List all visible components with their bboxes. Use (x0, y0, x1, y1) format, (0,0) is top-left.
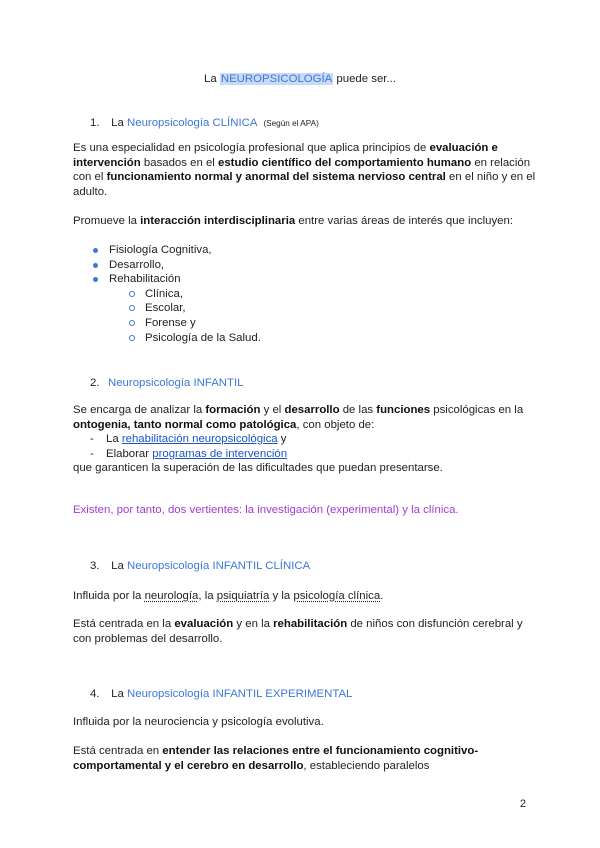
section-2-number: 2. (90, 377, 100, 389)
text-run: Elaborar (106, 447, 153, 460)
text-run: en el niño y en el adulto. (73, 171, 536, 198)
dash-item (73, 432, 543, 447)
text-run: y (277, 433, 287, 445)
bold-run: formación (205, 404, 261, 416)
section-4-article: La (111, 688, 128, 700)
bold-run: evaluación (174, 618, 234, 630)
text-run: Está centrada en la (73, 618, 175, 630)
section-1-paragraph-2 (73, 214, 543, 229)
page-number: 2 (519, 798, 526, 810)
bold-run: estudio científico del comportamiento humano (218, 156, 472, 169)
text-run: y el (260, 404, 285, 416)
list-item: Fisiología Cognitiva, (73, 243, 373, 258)
section-3-paragraph-1 (73, 589, 543, 604)
bold-run: funcionamiento normal y anormal del sistema nervioso central (106, 171, 446, 184)
underlined-term: psicología clínica (293, 590, 381, 602)
text-run: , con objeto de: (296, 418, 375, 431)
text-run: basados en el (140, 156, 218, 169)
text-run: La (106, 433, 122, 445)
page-title (0, 72, 600, 87)
section-3-title: Neuropsicología INFANTIL CLÍNICA (127, 560, 311, 572)
link-rehabilitacion[interactable]: rehabilitación neuropsicológica (121, 433, 278, 445)
text-run: Es una especialidad en psicología profesional que aplica principios de (73, 142, 430, 154)
section-2-paragraph-1 (73, 403, 543, 432)
text-run: Influida por la (73, 590, 145, 602)
section-4-number: 4. (90, 688, 100, 700)
section-1-title: Neuropsicología CLÍNICA (127, 117, 258, 129)
section-1-paragraph-1 (73, 141, 543, 199)
bold-run: evaluación e intervención (73, 142, 498, 169)
dash-item (73, 447, 543, 462)
section-2-paragraph-2: que garanticen la superación de las dificultades que puedan presentarse. (73, 462, 443, 474)
section-1-note: (Según el APA) (263, 119, 319, 128)
bold-run: funciones (376, 404, 431, 416)
section-2-highlight-note: Existen, por tanto, dos vertientes: la investigación (experimental) y la clínica. (73, 504, 459, 516)
section-3-heading (90, 559, 310, 574)
title-suffix: puede ser... (333, 73, 396, 85)
text-run: . (380, 590, 384, 602)
bold-run: rehabilitación (273, 618, 348, 630)
text-run: y la (269, 590, 294, 602)
section-3-paragraph-2 (73, 617, 543, 646)
underlined-term: neurología (144, 590, 199, 602)
section-4-title: Neuropsicología INFANTIL EXPERIMENTAL (127, 688, 353, 700)
bold-run: desarrollo (284, 404, 340, 416)
text-run: y en la (233, 618, 274, 630)
text-run: , la (198, 590, 217, 602)
text-run: , estableciendo paralelos (303, 759, 430, 772)
section-1-article: La (111, 117, 128, 129)
section-2-heading (90, 376, 243, 391)
section-3-article: La (111, 560, 128, 572)
section-1-heading (90, 116, 319, 132)
sub-list-item: Forense y (73, 316, 373, 331)
text-run: entre varias áreas de interés que incluyen: (295, 215, 514, 227)
section-4-paragraph-1: Influida por la neurociencia y psicología evolutiva. (73, 716, 324, 728)
section-2-title: Neuropsicología INFANTIL (108, 377, 244, 389)
list-item: Desarrollo, (73, 258, 373, 273)
title-prefix: La (204, 73, 220, 85)
sub-list-item: Clínica, (73, 287, 373, 302)
link-programas[interactable]: programas de intervención (152, 447, 288, 460)
section-4-heading (90, 687, 352, 702)
bold-run: entender las relaciones entre el funcionamiento cognitivo-comportamental y el cerebro en desarrollo (73, 745, 479, 772)
text-run: Está centrada en (73, 745, 163, 757)
bold-run: ontogenia, tanto normal como patológica (73, 418, 297, 431)
text-run: Se encarga de analizar la (73, 404, 206, 416)
section-2-dash-list (73, 432, 543, 461)
underlined-term: psiquiatría (216, 590, 270, 602)
bold-run: interacción interdisciplinaria (140, 215, 296, 227)
text-run: de niños con disfunción cerebral y con problemas del desarrollo. (73, 618, 523, 645)
text-run: de las (339, 404, 377, 416)
sub-list-item: Psicología de la Salud. (73, 331, 373, 346)
section-1-number: 1. (90, 117, 100, 129)
text-run: en relación con el (73, 156, 531, 184)
text-run: psicológicas en la (430, 404, 524, 416)
text-run: Promueve la (73, 215, 141, 227)
section-3-number: 3. (90, 560, 100, 572)
section-4-paragraph-2 (73, 744, 543, 773)
list-item: Rehabilitación (73, 272, 373, 287)
title-highlight: NEUROPSICOLOGÍA (220, 73, 333, 85)
section-1-bullet-list (73, 243, 373, 345)
sub-list-item: Escolar, (73, 301, 373, 316)
